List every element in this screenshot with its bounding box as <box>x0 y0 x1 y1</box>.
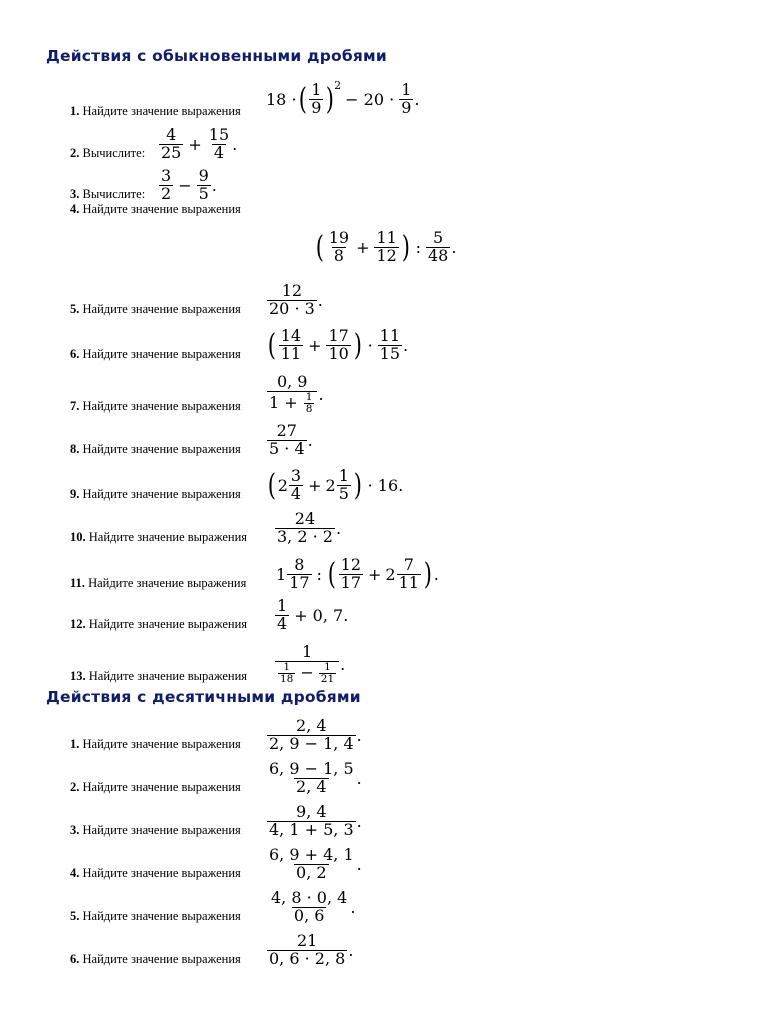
denominator: 20 · 3 <box>269 299 315 319</box>
numerator: 1 <box>338 466 349 486</box>
expression <box>268 890 355 925</box>
denominator: 5 <box>198 184 209 204</box>
math-text: − 20 · <box>345 90 395 110</box>
fraction <box>267 761 356 796</box>
task-number: 9. <box>70 486 80 501</box>
math-text: · 16. <box>367 476 404 496</box>
task-label <box>70 443 241 456</box>
task-number: 1. <box>70 736 80 751</box>
task-text: Найдите значение выражения <box>82 201 241 216</box>
numerator: 0, 9 <box>276 372 308 392</box>
paren-open: ( <box>298 81 307 117</box>
whole-part: 2 <box>325 476 336 496</box>
task-label <box>70 824 241 837</box>
denominator: 3, 2 · 2 <box>277 527 333 547</box>
period: . <box>403 336 409 356</box>
task-text: Найдите значение выражения <box>82 779 241 794</box>
task-number: 2. <box>70 779 80 794</box>
numerator: 9 <box>198 166 209 186</box>
period: . <box>356 726 362 746</box>
numerator: 6, 9 + 4, 1 <box>269 845 354 865</box>
task-text: Найдите значение выражения <box>82 736 241 751</box>
task-text: Найдите значение выражения <box>88 616 248 631</box>
expression <box>158 168 217 203</box>
task-label <box>70 203 241 216</box>
denominator: 0, 6 · 2, 8 <box>269 949 346 969</box>
denominator <box>267 391 317 415</box>
task-text: Вычислите: <box>82 186 146 201</box>
whole-part: 2 <box>385 565 396 585</box>
task-label <box>70 953 241 966</box>
task-label <box>70 303 241 316</box>
denominator: 2, 9 − 1, 4 <box>269 734 354 754</box>
expression <box>274 644 345 685</box>
task-text: Найдите значение выражения <box>82 103 241 118</box>
task-text: Найдите значение выражения <box>82 822 241 837</box>
fraction <box>287 557 311 592</box>
period: . <box>356 769 362 789</box>
fraction <box>197 168 211 203</box>
numerator: 12 <box>340 555 362 575</box>
period: . <box>335 519 342 539</box>
task-number: 13. <box>70 668 86 683</box>
fraction <box>337 468 351 503</box>
task-text: Найдите значение выражения <box>82 398 241 413</box>
fraction <box>207 127 231 162</box>
denominator: 5 · 4 <box>269 439 305 459</box>
expression <box>158 127 237 162</box>
period: . <box>356 812 362 832</box>
task-label <box>70 910 241 923</box>
task-text: Найдите значение выражения <box>82 301 241 316</box>
task-text: Вычислите: <box>82 145 146 160</box>
whole-part: 1 <box>276 565 287 585</box>
denominator: 11 <box>398 573 419 593</box>
expression <box>266 283 323 318</box>
period: . <box>232 135 238 155</box>
denominator: 4 <box>290 484 302 504</box>
expression <box>266 468 407 503</box>
numerator: 14 <box>280 326 302 346</box>
fraction <box>267 374 317 415</box>
math-text: 18 · <box>266 90 297 110</box>
denominator: 8 <box>305 402 313 415</box>
fraction <box>159 168 173 203</box>
fraction <box>309 82 323 117</box>
denominator: 11 <box>280 344 302 364</box>
denominator: 8 <box>333 246 344 266</box>
task-text: Найдите значение выражения <box>82 486 241 501</box>
period: . <box>317 291 323 311</box>
fraction <box>289 468 303 503</box>
task-number: 10. <box>70 529 86 544</box>
fraction <box>399 82 413 117</box>
denominator: 21 <box>320 672 335 685</box>
fraction <box>374 230 398 265</box>
denominator: 17 <box>340 573 362 593</box>
task-label <box>70 781 241 794</box>
task-text: Найдите значение выражения <box>88 575 247 590</box>
math-text: + 0, 7. <box>294 606 349 626</box>
numerator: 7 <box>403 555 414 575</box>
denominator: 0, 2 <box>296 863 327 883</box>
period: . <box>307 431 313 451</box>
task-number: 2. <box>70 145 80 160</box>
expression <box>266 847 362 882</box>
denominator: 5 <box>338 484 349 504</box>
denominator: 4 <box>213 143 225 163</box>
expression <box>266 374 324 415</box>
denominator: 2 <box>161 184 172 204</box>
fraction <box>267 283 317 318</box>
period: . <box>318 385 324 405</box>
task-number: 8. <box>70 441 80 456</box>
operator: − <box>300 663 314 683</box>
numerator: 11 <box>379 326 401 346</box>
task-text: Найдите значение выражения <box>82 951 241 966</box>
task-label <box>70 867 241 880</box>
task-label <box>70 618 247 631</box>
period: . <box>350 898 356 918</box>
numerator: 1 <box>277 596 288 616</box>
numerator: 4 <box>166 125 177 145</box>
expression <box>266 79 420 118</box>
fraction <box>267 423 307 458</box>
task-number: 12. <box>70 616 86 631</box>
small-fraction <box>319 662 336 685</box>
denominator <box>275 661 339 685</box>
paren-open: ( <box>267 327 276 363</box>
numerator: 3 <box>161 166 172 186</box>
fraction <box>275 598 289 633</box>
task-label <box>70 738 241 751</box>
denominator: 4, 1 + 5, 3 <box>269 820 354 840</box>
numerator: 27 <box>276 421 297 441</box>
task-label <box>70 531 247 544</box>
denominator: 9 <box>311 98 322 118</box>
fraction <box>339 557 363 592</box>
fraction <box>397 557 421 592</box>
fraction <box>275 511 335 546</box>
exponent: 2 <box>334 79 342 93</box>
expression <box>274 598 352 633</box>
operator: + <box>308 476 322 496</box>
period: . <box>356 855 362 875</box>
fraction <box>426 230 450 265</box>
task-label <box>70 400 241 413</box>
fraction <box>267 847 356 882</box>
numerator: 4, 8 · 0, 4 <box>271 888 348 908</box>
task-label <box>70 577 246 590</box>
denominator: 2, 4 <box>296 777 327 797</box>
numerator: 24 <box>294 509 316 529</box>
denominator: 10 <box>328 344 349 364</box>
task-number: 3. <box>70 186 80 201</box>
paren-open: ( <box>267 467 276 503</box>
numerator: 1 <box>401 80 412 100</box>
numerator: 17 <box>328 326 349 346</box>
denominator: 17 <box>289 573 310 593</box>
task-text: Найдите значение выражения <box>82 441 241 456</box>
numerator: 19 <box>328 228 350 248</box>
operator: · <box>367 336 373 356</box>
expression <box>266 328 408 363</box>
denominator: 18 <box>280 672 294 685</box>
expression <box>266 804 362 839</box>
task-text: Найдите значение выражения <box>82 346 241 361</box>
task-label <box>70 105 241 118</box>
period: . <box>433 565 439 585</box>
fraction <box>269 890 349 925</box>
paren-close: ) <box>353 327 362 363</box>
period: . <box>451 238 457 258</box>
math-text: 1 + <box>269 393 298 413</box>
expression <box>314 230 456 265</box>
numerator: 15 <box>208 125 230 145</box>
whole-part: 2 <box>277 476 288 496</box>
operator: + <box>368 565 382 585</box>
section-title-common-fractions: Действия с обыкновенными дробями <box>46 47 387 65</box>
paren-open: ( <box>327 556 336 592</box>
paren-close: ) <box>401 229 410 265</box>
numerator: 6, 9 − 1, 5 <box>269 759 354 779</box>
denominator: 25 <box>161 143 182 163</box>
operator: + <box>356 238 370 258</box>
task-number: 3. <box>70 822 80 837</box>
numerator: 3 <box>290 466 302 486</box>
operator: : <box>415 238 421 258</box>
task-number: 11. <box>70 575 85 590</box>
fraction <box>279 328 303 363</box>
fraction <box>267 718 356 753</box>
denominator: 0, 6 <box>293 906 325 926</box>
denominator: 15 <box>379 344 401 364</box>
paren-open: ( <box>315 229 324 265</box>
operator: − <box>178 176 192 196</box>
numerator: 1 <box>324 660 331 673</box>
numerator: 12 <box>281 281 303 301</box>
fraction <box>378 328 402 363</box>
denominator: 12 <box>376 246 397 266</box>
task-label <box>70 147 145 160</box>
fraction <box>267 804 356 839</box>
task-number: 6. <box>70 346 80 361</box>
small-fraction <box>278 662 295 685</box>
operator: + <box>188 135 202 155</box>
task-number: 5. <box>70 301 80 316</box>
expression <box>276 557 439 592</box>
task-number: 5. <box>70 908 80 923</box>
numerator: 9, 4 <box>296 802 327 822</box>
fraction <box>327 230 351 265</box>
task-text: Найдите значение выражения <box>82 908 241 923</box>
expression <box>266 423 313 458</box>
task-label <box>70 188 145 201</box>
numerator: 21 <box>296 931 318 951</box>
task-number: 4. <box>70 865 80 880</box>
period: . <box>340 655 346 675</box>
expression <box>266 761 362 796</box>
task-label <box>70 670 247 683</box>
paren-close: ) <box>326 81 335 117</box>
numerator: 1 <box>283 660 291 673</box>
numerator: 1 <box>305 390 313 403</box>
period: . <box>414 90 420 110</box>
task-text: Найдите значение выражения <box>82 865 241 880</box>
fraction <box>159 127 183 162</box>
task-label <box>70 488 241 501</box>
expression <box>266 718 362 753</box>
numerator: 5 <box>433 228 444 248</box>
operator: : <box>316 565 322 585</box>
denominator: 4 <box>277 614 288 634</box>
period: . <box>211 176 217 196</box>
expression <box>266 933 353 968</box>
task-number: 7. <box>70 398 80 413</box>
paren-close: ) <box>353 467 362 503</box>
task-text: Найдите значение выражения <box>88 529 248 544</box>
operator: + <box>308 336 322 356</box>
numerator: 8 <box>294 555 305 575</box>
denominator: 9 <box>401 98 412 118</box>
fraction <box>326 328 350 363</box>
section-title-decimal-fractions: Действия с десятичными дробями <box>46 688 361 706</box>
task-number: 6. <box>70 951 80 966</box>
numerator: 1 <box>301 642 313 662</box>
paren-close: ) <box>423 556 432 592</box>
denominator: 48 <box>427 246 449 266</box>
task-label <box>70 348 241 361</box>
task-text: Найдите значение выражения <box>88 668 248 683</box>
task-number: 1. <box>70 103 80 118</box>
fraction <box>267 933 347 968</box>
period: . <box>348 941 354 961</box>
expression <box>274 511 341 546</box>
small-fraction <box>304 392 315 415</box>
numerator: 11 <box>376 228 397 248</box>
fraction <box>275 644 339 685</box>
task-number: 4. <box>70 201 80 216</box>
numerator: 1 <box>311 80 322 100</box>
numerator: 2, 4 <box>296 716 327 736</box>
